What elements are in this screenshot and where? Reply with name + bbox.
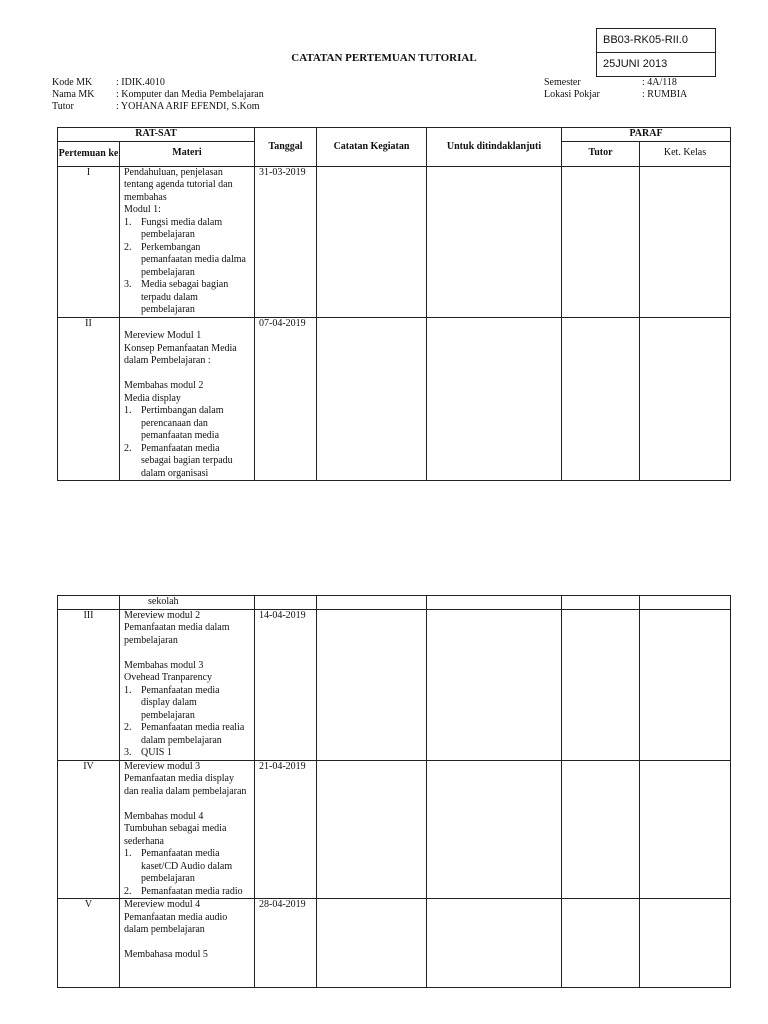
catatan-cell (317, 760, 427, 899)
list-number: 3. (124, 279, 132, 290)
list-text: Pemanfaatan media sebagai bagian terpadu dalam organisasi (141, 442, 233, 479)
table-row (58, 609, 731, 760)
list-text: Pemanfaatan media radio (141, 885, 243, 897)
materi-text: Mereview Modul 1 (124, 330, 202, 341)
list-number: 1. (124, 848, 132, 859)
materi-spacer (124, 368, 250, 381)
materi-spacer (124, 798, 250, 811)
course-info (52, 77, 264, 113)
list-number: 1. (124, 405, 132, 416)
pertemuan-number: II (58, 317, 120, 481)
materi-text: Membahasa modul 5 (124, 949, 208, 960)
paraf-tutor-cell (562, 166, 640, 317)
materi-cell (120, 317, 255, 481)
info-value: : 4A/118 (642, 77, 677, 88)
header-untuk-ditindaklanjuti: Untuk ditindaklanjuti (427, 128, 562, 167)
info-value: : Komputer dan Media Pembelajaran (116, 89, 264, 100)
list-text: Fungsi media dalam pembelajaran (141, 216, 223, 240)
header-rat-sat: RAT-SAT (58, 128, 255, 142)
materi-list-item (124, 405, 250, 443)
tanggal-cell: 14-04-2019 (255, 609, 317, 760)
list-text: Media sebagai bagian terpadu dalam pembelajaran (141, 279, 229, 315)
materi-list (124, 217, 250, 317)
list-text: Perkembangan pemanfaatan media dalma pembelajaran (141, 241, 246, 278)
list-number: 2. (124, 722, 132, 733)
pertemuan-number: I (58, 166, 120, 317)
tindak-lanjut-cell (427, 760, 562, 899)
header-tanggal: Tanggal (255, 128, 317, 167)
list-number: 2. (124, 885, 132, 897)
ket-kelas-cell (640, 609, 731, 760)
materi-list-item (124, 747, 250, 760)
tanggal-cell: 21-04-2019 (255, 760, 317, 899)
info-tutor (52, 101, 264, 113)
tindak-lanjut-cell (427, 166, 562, 317)
header-materi: Materi (120, 141, 255, 166)
materi-list-item (124, 722, 250, 747)
list-number: 2. (124, 442, 132, 454)
info-value: : IDIK.4010 (116, 77, 165, 88)
header-catatan-kegiatan: Catatan Kegiatan (317, 128, 427, 167)
class-info (544, 77, 687, 101)
materi-text: Membahas modul 4 (124, 810, 204, 822)
materi-text: Membahas modul 2 (124, 380, 204, 391)
list-number: 3. (124, 747, 132, 758)
header-paraf: PARAF (562, 128, 731, 142)
catatan-cell (317, 899, 427, 988)
materi-text: Ovehead Tranparency (124, 672, 213, 683)
materi-list-item (124, 242, 250, 280)
tindak-lanjut-cell (427, 609, 562, 760)
ket-kelas-cell (640, 166, 731, 317)
list-number: 1. (124, 216, 132, 228)
list-number: 2. (124, 241, 132, 253)
info-lokasi-pokjar (544, 89, 687, 101)
materi-list (124, 848, 250, 898)
table-row-continued (58, 596, 731, 610)
materi-cell (120, 760, 255, 899)
materi-text: Pendahuluan, penjelasan tentang agenda tutorial dan membahas (124, 166, 233, 203)
header-ket-kelas: Ket. Kelas (640, 141, 731, 166)
list-text: Pemanfaatan media display dalam pembelajaran (141, 684, 220, 721)
info-label: Lokasi Pokjar (544, 89, 600, 100)
page-title: CATATAN PERTEMUAN TUTORIAL (291, 52, 477, 64)
materi-list (124, 685, 250, 760)
materi-continued-text: sekolah (148, 596, 179, 607)
materi-text: Mereview modul 2 (124, 609, 201, 621)
paraf-tutor-cell (562, 760, 640, 899)
paraf-tutor-cell (562, 317, 640, 481)
materi-text: Membahas modul 3 (124, 659, 204, 671)
materi-list-item (124, 217, 250, 242)
tutorial-table-page-2 (57, 595, 731, 988)
pertemuan-number: III (58, 609, 120, 760)
materi-spacer (124, 937, 250, 950)
materi-cell (120, 899, 255, 988)
materi-list-item (124, 279, 250, 317)
table-row (58, 899, 731, 988)
info-label: Semester (544, 77, 581, 88)
materi-list-item (124, 886, 250, 899)
list-text: Pertimbangan dalam perencanaan dan pemanfaatan media (141, 405, 224, 441)
materi-spacer (124, 647, 250, 660)
pertemuan-number: IV (58, 760, 120, 899)
catatan-cell (317, 317, 427, 481)
table-row (58, 760, 731, 899)
tutorial-table-page-1 (57, 127, 731, 481)
materi-text: Pemanfaatan media display dan realia dalam pembelajaran (124, 773, 247, 797)
info-kode-mk (52, 77, 264, 89)
header-pertemuan-ke: Pertemuan ke (58, 141, 120, 166)
ket-kelas-cell (640, 317, 731, 481)
catatan-cell (317, 609, 427, 760)
info-nama-mk (52, 89, 264, 101)
tindak-lanjut-cell (427, 317, 562, 481)
materi-text: Mereview modul 4 (124, 899, 201, 910)
info-label: Tutor (52, 101, 74, 112)
paraf-tutor-cell (562, 609, 640, 760)
table-row (58, 166, 731, 317)
list-text: QUIS 1 (141, 747, 172, 758)
list-text: Pemanfaatan media realia dalam pembelajaran (141, 722, 245, 746)
paraf-tutor-cell (562, 899, 640, 988)
tanggal-cell: 07-04-2019 (255, 317, 317, 481)
info-value: : YOHANA ARIF EFENDI, S.Kom (116, 101, 260, 112)
materi-text: Media display (124, 392, 181, 404)
tindak-lanjut-cell (427, 899, 562, 988)
materi-list-item (124, 848, 250, 886)
info-label: Kode MK (52, 77, 93, 88)
header-tutor: Tutor (562, 141, 640, 166)
materi-text: Modul 1: (124, 204, 161, 215)
info-semester (544, 77, 687, 89)
ket-kelas-cell (640, 899, 731, 988)
materi-list (124, 405, 250, 480)
materi-text: Pemanfaatan media dalam pembelajaran (124, 622, 230, 646)
list-text: Pemanfaatan media kaset/CD Audio dalam pembelajaran (141, 848, 233, 884)
materi-text: Pemanfaatan media audio dalam pembelajaran (124, 911, 228, 935)
catatan-cell (317, 166, 427, 317)
document-code: BB03-RK05-RII.0 (603, 34, 688, 46)
list-number: 1. (124, 684, 132, 696)
ket-kelas-cell (640, 760, 731, 899)
materi-text: Konsep Pemanfaatan Media dalam Pembelajaran : (124, 342, 237, 366)
info-value: : RUMBIA (642, 89, 688, 100)
document-date: 25JUNI 2013 (597, 52, 715, 76)
tanggal-cell: 31-03-2019 (255, 166, 317, 317)
materi-text: Tumbuhan sebagai media sederhana (124, 823, 227, 847)
materi-list-item (124, 685, 250, 723)
tanggal-cell: 28-04-2019 (255, 899, 317, 988)
materi-cell (120, 166, 255, 317)
pertemuan-number: V (58, 899, 120, 988)
table-row (58, 317, 731, 481)
materi-text: Mereview modul 3 (124, 760, 201, 772)
materi-list-item (124, 443, 250, 481)
info-label: Nama MK (52, 89, 95, 100)
materi-cell (120, 609, 255, 760)
